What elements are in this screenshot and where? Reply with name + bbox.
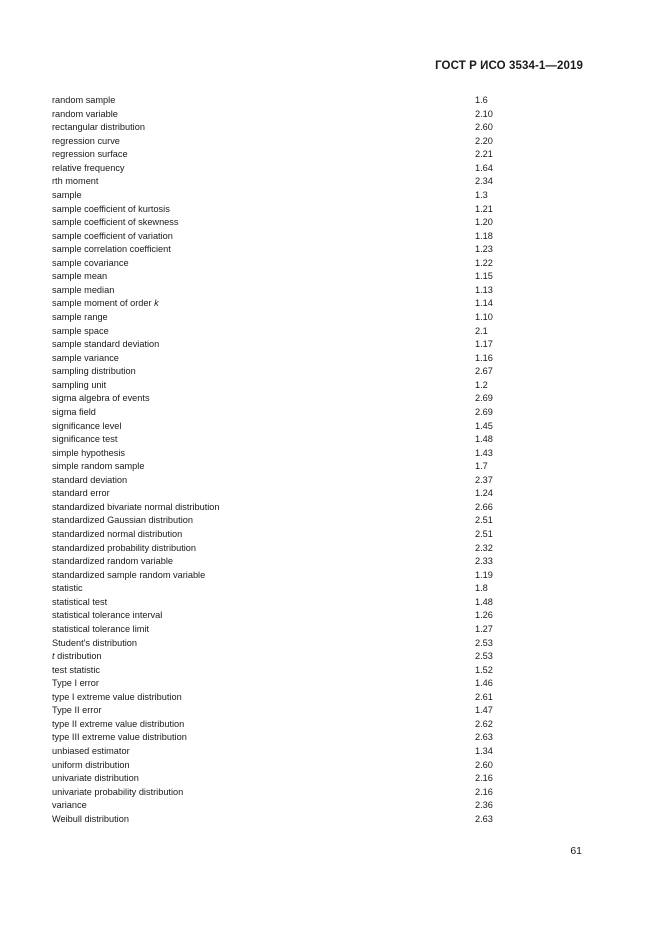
index-term-text: univariate probability distribution [52,786,184,797]
index-reference: 2.67 [475,366,493,377]
index-reference: 1.52 [475,664,493,675]
index-term [52,501,220,515]
index-term [52,555,173,569]
index-reference: 2.51 [475,529,493,539]
index-reference: 2.63 [475,732,493,743]
index-entry [52,745,572,759]
index-term [52,759,130,773]
index-term [52,94,115,108]
index-entry [52,637,572,651]
index-entry [52,582,572,596]
index-term-text: Student's distribution [52,637,138,648]
index-term-text: significance test [52,434,118,445]
index-term [52,108,118,122]
index-entry [52,94,572,108]
index-entry [52,609,572,623]
index-term-text: unbiased estimator [52,746,130,756]
index-entry [52,555,572,569]
index-reference: 2.53 [475,637,493,648]
index-entry [52,433,572,447]
index-term-text: sample mean [52,271,108,282]
index-reference: 2.1 [475,325,488,336]
index-reference: 2.51 [475,515,493,526]
index-term [52,813,129,827]
index-entry [52,514,572,528]
index-term [52,203,170,217]
index-term [52,474,127,488]
index-term [52,189,82,203]
index-term-text: distribution [54,651,102,662]
index-term [52,542,196,556]
index-entry [52,121,572,135]
index-reference: 1.19 [475,569,493,580]
index-term [52,230,173,244]
index-term [52,216,178,230]
index-term-text: statistical test [52,596,108,607]
index-reference: 1.22 [475,257,493,268]
index-term-text: sampling unit [52,379,107,390]
index-term-text: regression surface [52,149,128,160]
index-entry [52,203,572,217]
index-reference: 2.63 [475,813,493,824]
index-entry [52,691,572,705]
index-term [52,623,149,637]
index-reference: 1.23 [475,244,493,255]
index-term [52,528,182,542]
index-reference: 2.69 [475,406,493,417]
index-reference: 2.16 [475,786,493,797]
index-term-text: sample moment of order [52,298,155,309]
index-term [52,582,83,596]
index-term-text: type III extreme value distribution [52,732,187,743]
index-term-text: standardized normal distribution [52,529,183,539]
index-term-text: sigma field [52,406,96,417]
index-reference: 1.16 [475,352,493,363]
index-term-text: standard error [52,488,110,499]
index-term [52,257,129,271]
index-entry [52,460,572,474]
index-term-text: sampling distribution [52,366,136,377]
index-reference: 2.32 [475,542,493,553]
index-entry [52,270,572,284]
index-term-text: standard deviation [52,474,128,485]
index-entry [52,148,572,162]
index-term [52,487,110,501]
index-entry [52,230,572,244]
index-reference: 2.66 [475,501,493,512]
index-term-text: sample coefficient of kurtosis [52,203,170,214]
index-term [52,243,171,257]
index-term-text: test statistic [52,664,100,675]
index-term [52,297,159,311]
index-reference: 1.24 [475,488,493,499]
index-reference: 1.15 [475,271,493,282]
index-reference: 2.16 [475,773,493,784]
index-term-text: sample [52,189,82,200]
index-term-text: random variable [52,108,118,119]
index-entry [52,162,572,176]
index-term-italic: k [154,298,159,309]
index-entry [52,257,572,271]
index-term-text: standardized Gaussian distribution [52,515,193,526]
index-term [52,514,193,528]
index-reference: 2.69 [475,393,493,404]
term-index [52,94,572,826]
index-term [52,338,159,352]
index-entry [52,786,572,800]
index-entry [52,379,572,393]
index-term [52,704,102,718]
index-reference: 1.14 [475,298,493,309]
index-term [52,406,96,420]
index-term-text: Type II error [52,705,102,716]
index-reference: 1.26 [475,610,493,621]
index-term-text: sigma algebra of events [52,393,150,404]
index-entry [52,596,572,610]
index-term [52,786,183,800]
index-term-text: statistic [52,583,83,594]
index-term [52,637,137,651]
index-entry [52,759,572,773]
index-reference: 1.48 [475,434,493,445]
index-term-text: rectangular distribution [52,122,145,133]
index-reference: 1.64 [475,162,493,173]
index-term-text: sample variance [52,352,119,363]
index-term [52,677,99,691]
index-reference: 1.48 [475,596,493,607]
index-reference: 2.53 [475,651,493,662]
index-reference: 2.10 [475,108,493,119]
index-term-text: variance [52,800,87,811]
index-term [52,121,145,135]
index-entry [52,392,572,406]
index-entry [52,243,572,257]
index-term-text: standardized sample random variable [52,569,206,580]
index-entry [52,501,572,515]
index-entry [52,216,572,230]
index-reference: 1.10 [475,312,493,322]
index-reference: 1.13 [475,284,493,295]
index-reference: 1.18 [475,230,493,241]
index-term [52,135,120,149]
index-term-italic: t [52,651,55,662]
index-term [52,284,114,298]
index-entry [52,352,572,366]
index-reference: 1.2 [475,379,488,390]
index-entry [52,108,572,122]
index-term-text: univariate distribution [52,773,139,784]
index-reference: 1.6 [475,95,488,105]
index-entry [52,528,572,542]
index-term [52,392,150,406]
index-entry [52,311,572,325]
index-term-text: standardized bivariate normal distribution [52,501,220,512]
index-reference: 2.62 [475,718,493,729]
index-term [52,352,119,366]
index-entry [52,799,572,813]
index-reference: 2.60 [475,759,493,770]
index-reference: 2.34 [475,176,493,187]
index-reference: 1.7 [475,461,488,472]
index-term-text: sample standard deviation [52,339,160,350]
index-entry [52,677,572,691]
index-term [52,718,184,732]
index-reference: 2.20 [475,135,493,146]
index-reference: 2.37 [475,474,493,485]
index-entry [52,175,572,189]
index-term [52,420,121,434]
index-term [52,175,98,189]
index-term [52,609,162,623]
index-reference: 2.33 [475,556,493,567]
index-term [52,311,108,325]
index-term-text: type I extreme value distribution [52,691,182,702]
index-entry [52,731,572,745]
index-term [52,772,139,786]
index-term [52,745,130,759]
index-term-text: regression curve [52,135,120,146]
index-entry [52,718,572,732]
index-term [52,162,125,176]
index-term-text: sample coefficient of skewness [52,217,179,228]
index-entry [52,474,572,488]
index-term-text: random sample [52,95,116,105]
index-entry [52,447,572,461]
index-term [52,460,144,474]
index-term [52,433,117,447]
index-reference: 1.27 [475,623,493,634]
index-reference: 1.46 [475,678,493,689]
index-term-text: standardized random variable [52,556,174,567]
index-entry [52,297,572,311]
index-reference: 2.61 [475,691,493,702]
index-reference: 2.36 [475,800,493,811]
index-term [52,148,128,162]
index-entry [52,664,572,678]
index-entry [52,365,572,379]
index-term-text: Type I error [52,678,99,689]
index-entry [52,569,572,583]
index-term-text: statistical tolerance interval [52,610,163,621]
index-term [52,664,100,678]
index-term-text: relative frequency [52,162,125,173]
index-term-text: standardized probability distribution [52,542,197,553]
index-term-text: simple random sample [52,461,145,472]
index-term [52,379,106,393]
index-term [52,365,136,379]
index-entry [52,325,572,339]
index-term-text: sample range [52,312,108,322]
index-reference: 1.3 [475,189,488,200]
index-entry [52,623,572,637]
index-term-text: sample median [52,284,115,295]
index-entry [52,338,572,352]
index-term-text: type II extreme value distribution [52,718,185,729]
index-entry [52,284,572,298]
index-reference: 1.20 [475,217,493,228]
index-reference: 1.43 [475,447,493,458]
index-term [52,650,102,664]
index-reference: 1.21 [475,203,493,214]
index-term [52,731,187,745]
index-term-text: uniform distribution [52,759,130,770]
index-reference: 2.21 [475,149,493,160]
index-entry [52,487,572,501]
index-entry [52,189,572,203]
index-entry [52,406,572,420]
index-term-text: sample correlation coefficient [52,244,171,255]
index-reference: 1.8 [475,583,488,594]
index-term [52,596,107,610]
index-term [52,447,125,461]
index-entry [52,542,572,556]
index-term-text: sample covariance [52,257,129,268]
index-entry [52,135,572,149]
index-term-text: statistical tolerance limit [52,623,150,634]
index-term-text: rth moment [52,176,99,187]
index-reference: 2.60 [475,122,493,133]
index-reference: 1.17 [475,339,493,350]
index-term [52,270,107,284]
index-term-text: sample space [52,325,109,336]
index-reference: 1.45 [475,420,493,431]
index-term-text: significance level [52,420,122,431]
index-reference: 1.34 [475,746,493,756]
index-term-text: simple hypothesis [52,447,126,458]
page-number: 61 [570,845,582,857]
index-entry [52,650,572,664]
index-term [52,691,182,705]
index-term-text: sample coefficient of variation [52,230,173,241]
index-term [52,325,109,339]
index-term [52,569,205,583]
index-entry [52,420,572,434]
index-entry [52,813,572,827]
index-entry [52,772,572,786]
index-term [52,799,87,813]
index-entry [52,704,572,718]
index-reference: 1.47 [475,705,493,716]
document-header: ГОСТ Р ИСО 3534-1—2019 [435,60,583,72]
index-term-text: Weibull distribution [52,813,129,824]
